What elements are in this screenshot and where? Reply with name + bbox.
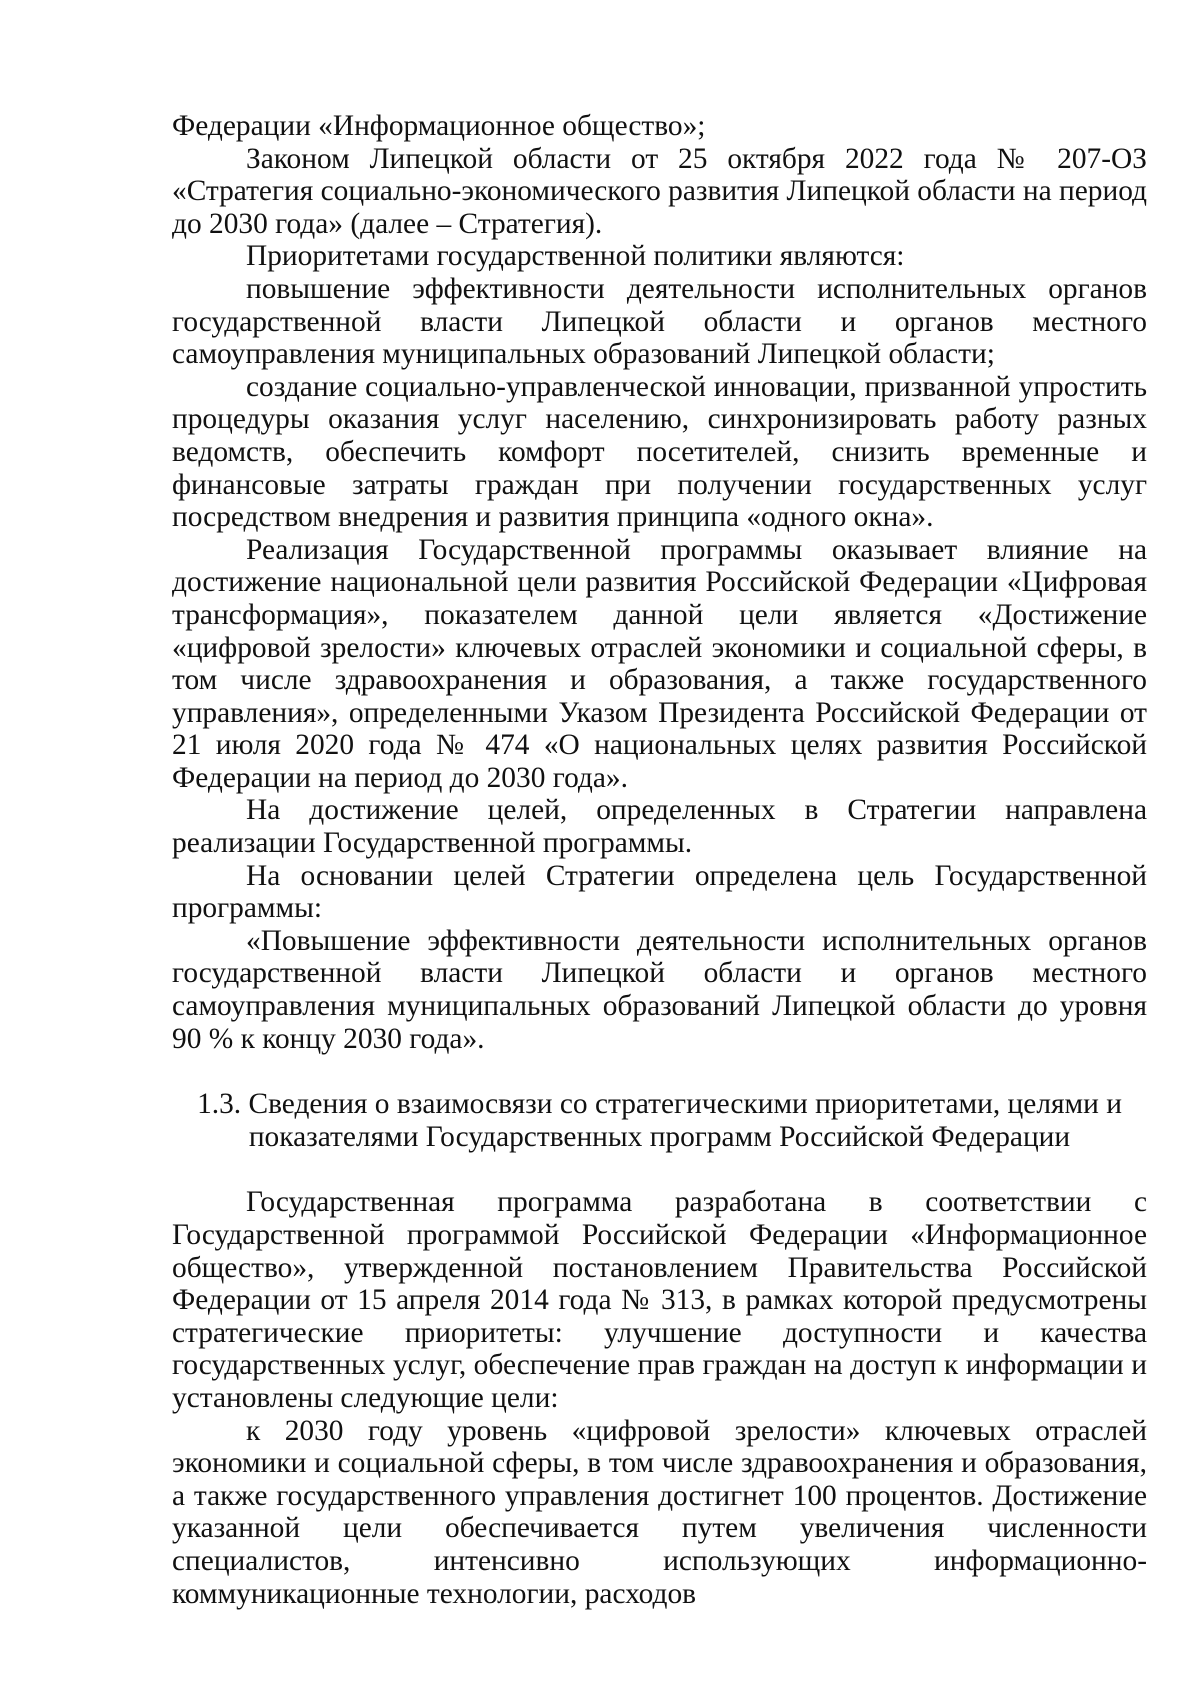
paragraph: Приоритетами государственной политики являются: — [246, 240, 905, 273]
paragraph: На основании целей Стратегии определена цель Государственной программы: — [172, 859, 1147, 925]
paragraph: повышение эффективности деятельности исполнительных органов государственной власти Липецкой области и органов местного самоуправления муниципальных образований Липецкой области; — [172, 272, 1147, 371]
document-body — [172, 110, 1147, 1610]
section-heading: 1.3. Сведения о взаимосвязи со стратегическими приоритетами, целями и показателями Государственных программ Российской Федерации — [197, 1088, 1122, 1153]
paragraph: «Повышение эффективности деятельности исполнительных органов государственной власти Липецкой области и органов местного самоуправления муниципальных образований Липецкой области до уровня 90 % к концу 2030 года». — [172, 924, 1147, 1055]
spacer — [172, 1055, 1147, 1088]
paragraph: к 2030 году уровень «цифровой зрелости» ключевых отраслей экономики и социальной сферы, в том числе здравоохранения и образования, а также государственного управления достигнет 100 процентов. Достижение указанной цели обеспечивается путем увеличения численности специалистов, интенсивно использующих информационно-коммуникационные технологии, расходов — [172, 1414, 1147, 1610]
spacer — [172, 1153, 1147, 1186]
paragraph: Федерации «Информационное общество»; — [172, 110, 706, 142]
paragraph: Реализация Государственной программы оказывает влияние на достижение национальной цели развития Российской Федерации «Цифровая трансформация», показателем данной цели является «Достижение «цифровой зрелости» ключевых отраслей экономики и социальной сферы, в том числе здравоохранения и образования, а также государственного управления», определенными Указом Президента Российской Федерации от 21 июля 2020 года № 474 «О национальных целях развития Российской Федерации на период до 2030 года». — [172, 533, 1147, 794]
paragraph: Законом Липецкой области от 25 октября 2022 года № 207-ОЗ «Стратегия социально-экономического развития Липецкой области на период до 2030 года» (далее – Стратегия). — [172, 142, 1147, 240]
paragraph: создание социально-управленческой инновации, призванной упростить процедуры оказания услуг населению, синхронизировать работу разных ведомств, обеспечить комфорт посетителей, снизить временные и финансовые затраты граждан при получении государственных услуг посредством внедрения и развития принципа «одного окна». — [172, 370, 1147, 534]
paragraph: Государственная программа разработана в соответствии с Государственной программой Российской Федерации «Информационное общество», утвержденной постановлением Правительства Российской Федерации от 15 апреля 2014 года № 313, в рамках которой предусмотрены стратегические приоритеты: улучшение доступности и качества государственных услуг, обеспечение прав граждан на доступ к информации и установлены следующие цели: — [172, 1186, 1147, 1414]
paragraph: На достижение целей, определенных в Стратегии направлена реализации Государственной программы. — [172, 794, 1147, 860]
